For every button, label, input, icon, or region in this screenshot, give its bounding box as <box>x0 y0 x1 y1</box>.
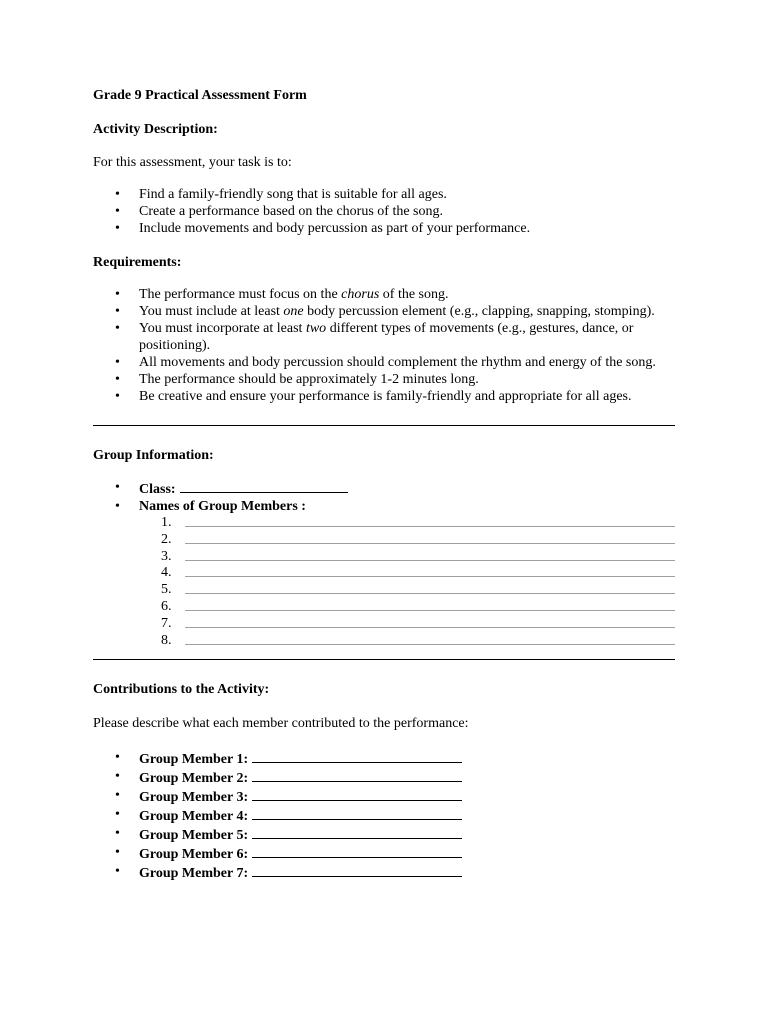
requirements-heading: Requirements: <box>93 255 182 270</box>
bullet-icon: • <box>115 389 120 404</box>
requirement-text: The performance must focus on the <box>139 287 342 302</box>
class-label: Class: <box>139 482 176 497</box>
member-name-row <box>93 582 675 599</box>
requirement-emphasis: two <box>305 321 327 336</box>
contribution-item <box>93 749 675 768</box>
member-number: 5. <box>161 582 172 598</box>
bullet-icon: • <box>115 321 120 336</box>
contribution-field[interactable] <box>252 768 462 782</box>
member-name-row <box>93 616 675 633</box>
contribution-label: Group Member 6: <box>139 847 249 863</box>
contribution-field[interactable] <box>252 806 462 820</box>
requirement-text: The performance should be approximately 1-2 minutes long. <box>139 372 479 387</box>
contribution-label: Group Member 1: <box>139 752 249 768</box>
contribution-field[interactable] <box>252 749 462 763</box>
contribution-item <box>93 806 675 825</box>
requirement-text: You must incorporate at least <box>139 321 306 336</box>
member-name-field[interactable] <box>185 610 675 611</box>
contribution-item <box>93 768 675 787</box>
member-name-field[interactable] <box>185 644 675 645</box>
requirement-item <box>93 354 675 371</box>
contributions-intro: Please describe what each member contributed to the performance: <box>93 716 469 732</box>
bullet-icon: • <box>115 187 120 202</box>
bullet-icon: • <box>115 304 120 319</box>
bullet-icon: • <box>115 769 120 785</box>
member-name-field[interactable] <box>185 560 675 561</box>
member-name-field[interactable] <box>185 576 675 577</box>
member-number: 3. <box>161 548 172 564</box>
member-number: 8. <box>161 632 172 648</box>
contribution-item <box>93 787 675 806</box>
activity-heading: Activity Description: <box>93 122 218 137</box>
members-item <box>93 498 675 515</box>
contribution-label: Group Member 2: <box>139 771 249 787</box>
bullet-icon: • <box>115 480 120 495</box>
contribution-item <box>93 825 675 844</box>
activity-intro: For this assessment, your task is to: <box>93 155 292 170</box>
requirement-text-end: different types of movements (e.g., gestures, dance, or positioning). <box>139 321 634 353</box>
member-name-row <box>93 532 675 549</box>
member-name-field[interactable] <box>185 543 675 544</box>
activity-item <box>93 186 675 203</box>
bullet-icon: • <box>115 221 120 236</box>
member-name-field[interactable] <box>185 627 675 628</box>
requirement-text: All movements and body percussion should complement the rhythm and energy of the song. <box>139 355 656 370</box>
activity-item <box>93 203 675 220</box>
requirement-text-end: body percussion element (e.g., clapping, snapping, stomping). <box>303 304 655 319</box>
contribution-label: Group Member 5: <box>139 828 249 844</box>
group-info-heading: Group Information: <box>93 448 214 463</box>
bullet-icon: • <box>115 845 120 861</box>
member-name-row <box>93 549 675 566</box>
bullet-icon: • <box>115 788 120 804</box>
member-name-row <box>93 565 675 582</box>
requirement-text: You must include at least <box>139 304 284 319</box>
contributions-heading: Contributions to the Activity: <box>93 682 270 698</box>
requirement-emphasis: one <box>283 304 304 319</box>
bullet-icon: • <box>115 864 120 880</box>
activity-item <box>93 220 675 237</box>
requirement-item <box>93 303 675 320</box>
member-number: 7. <box>161 615 172 631</box>
requirements-list <box>93 286 675 405</box>
contribution-label: Group Member 4: <box>139 809 249 825</box>
member-name-row <box>93 633 675 650</box>
class-field[interactable] <box>180 479 348 493</box>
members-label: Names of Group Members : <box>139 499 306 514</box>
contribution-label: Group Member 7: <box>139 866 249 882</box>
member-names-list <box>93 515 675 649</box>
member-number: 1. <box>161 515 172 530</box>
contribution-field[interactable] <box>252 844 462 858</box>
assessment-form <box>93 86 675 882</box>
bullet-icon: • <box>115 750 120 766</box>
form-title: Grade 9 Practical Assessment Form <box>93 88 307 103</box>
bullet-icon: • <box>115 807 120 823</box>
member-number: 4. <box>161 565 172 581</box>
requirement-item <box>93 388 675 405</box>
contribution-field[interactable] <box>252 863 462 877</box>
member-name-row <box>93 599 675 616</box>
bullet-icon: • <box>115 499 120 514</box>
member-number: 2. <box>161 531 172 547</box>
requirement-emphasis: chorus <box>341 287 380 302</box>
class-item <box>93 479 675 498</box>
contributions-list <box>93 749 675 882</box>
activity-item-text: Find a family-friendly song that is suitable for all ages. <box>139 187 447 202</box>
bullet-icon: • <box>115 372 120 387</box>
activity-list <box>93 186 675 237</box>
bullet-icon: • <box>115 287 120 302</box>
requirement-item <box>93 371 675 388</box>
member-name-field[interactable] <box>185 526 675 527</box>
bullet-icon: • <box>115 355 120 370</box>
activity-item-text: Include movements and body percussion as part of your performance. <box>139 221 531 236</box>
member-name-field[interactable] <box>185 593 675 594</box>
requirement-item <box>93 286 675 303</box>
contribution-item <box>93 863 675 882</box>
requirement-text: Be creative and ensure your performance is family-friendly and appropriate for all ages. <box>139 389 632 404</box>
bullet-icon: • <box>115 204 120 219</box>
contribution-label: Group Member 3: <box>139 790 249 806</box>
bullet-icon: • <box>115 826 120 842</box>
contribution-field[interactable] <box>252 825 462 839</box>
contribution-item <box>93 844 675 863</box>
member-name-row <box>93 515 675 532</box>
contribution-field[interactable] <box>252 787 462 801</box>
requirement-item <box>93 320 675 354</box>
requirement-text-end: of the song. <box>379 287 449 302</box>
member-number: 6. <box>161 598 172 614</box>
activity-item-text: Create a performance based on the chorus of the song. <box>139 204 443 219</box>
group-info-list <box>93 479 675 515</box>
